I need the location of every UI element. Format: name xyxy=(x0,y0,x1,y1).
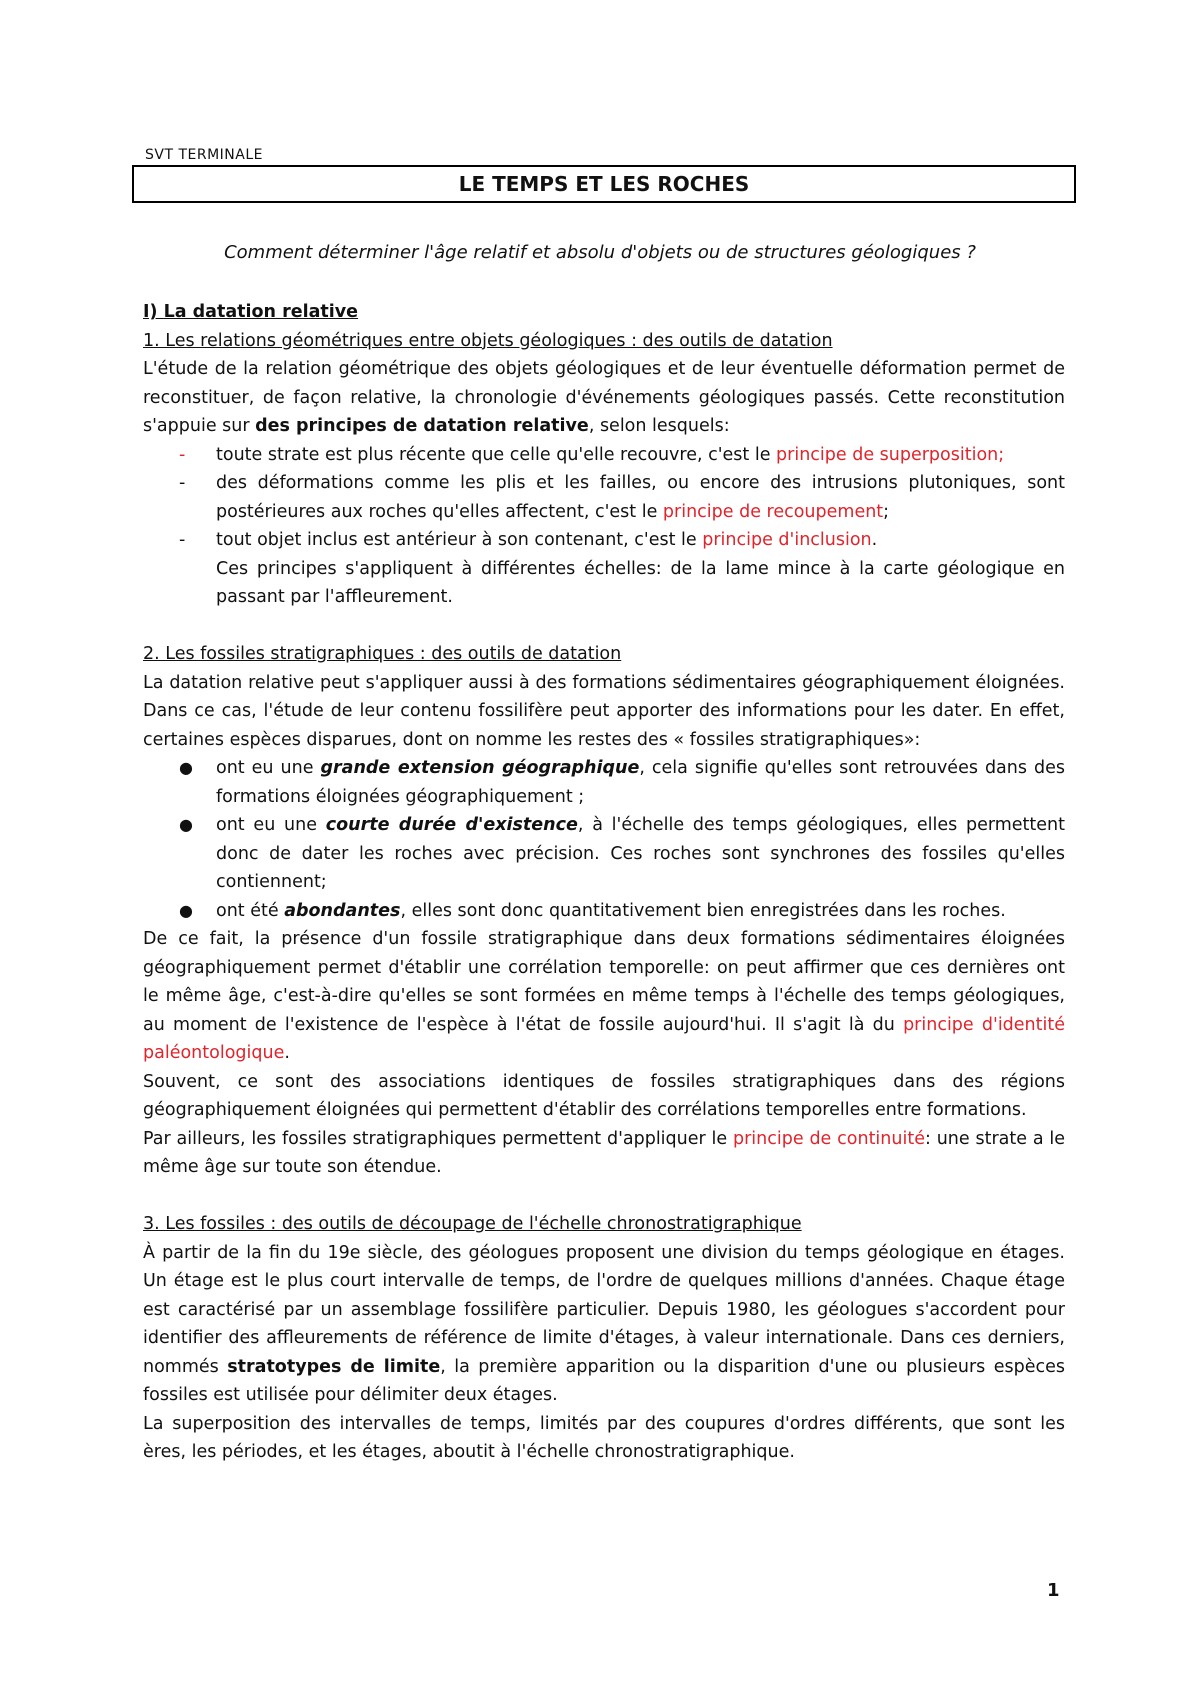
document-title-text: LE TEMPS ET LES ROCHES xyxy=(458,172,750,196)
header-label: SVT TERMINALE xyxy=(145,147,263,163)
continuity-paragraph: Par ailleurs, les fossiles stratigraphiques permettent d'appliquer le principe de continuité: une strate a le même âge sur toute son étendue. xyxy=(143,1128,1066,1177)
chronostratigraphy-paragraph: La superposition des intervalles de temps, limités par des coupures d'ordres différents, que sont les ères, les périodes, et les étages, aboutit à l'échelle chronostratigraphique. xyxy=(143,1413,1065,1462)
page-number: 1 xyxy=(1047,1580,1060,1601)
fossil-criteria-list xyxy=(143,754,1065,925)
associations-paragraph: Souvent, ce sont des associations identiques de fossiles stratigraphiques dans des régions géographiquement éloignées qui permettent d'établir des corrélations temporelles entre formations. xyxy=(143,1071,1065,1120)
subsection-2-paragraph: La datation relative peut s'appliquer aussi à des formations sédimentaires géographiquement éloignées. Dans ce cas, l'étude de leur contenu fossilifère peut apporter des informations pour les dater. En effet, certaines espèces disparues, dont on nomme les restes des « fossiles stratigraphiques»: xyxy=(143,672,1065,750)
list-item: - tout objet inclus est antérieur à son contenant, c'est le principe d'inclusion. xyxy=(143,526,1065,555)
document-body xyxy=(143,298,1065,1467)
document-title xyxy=(132,165,1076,203)
bullet-marker: ● xyxy=(179,900,193,920)
principles-list xyxy=(143,441,1065,555)
section-1-heading: I) La datation relative xyxy=(143,302,359,322)
bullet-marker: ● xyxy=(179,815,193,834)
list-item: ● ont eu une courte durée d'existence, à l'échelle des temps géologiques, elles permettent donc de dater les roches avec précision. Ces roches sont synchrones des fossiles qu'elles contiennent; xyxy=(143,811,1065,897)
subsection-3-heading: 3. Les fossiles : des outils de découpage de l'échelle chronostratigraphique xyxy=(143,1214,802,1234)
subsection-1-heading: 1. Les relations géométriques entre objets géologiques : des outils de datation xyxy=(143,330,833,351)
list-item: - toute strate est plus récente que celle qu'elle recouvre, c'est le principe de superposition; xyxy=(143,441,1065,470)
stages-paragraph: À partir de la fin du 19e siècle, des géologues proposent une division du temps géologique en étages. Un étage est le plus court intervalle de temps, de l'ordre de quelques millions d'années. Chaque étage est caractérisé par un assemblage fossilifère particulier. Depuis 1980, les géologues s'accordent pour identifier des affleurements de référence de limite d'étages, à valeur internationale. Dans ces derniers, nommés stratotypes de limite, la première apparition ou la disparition d'une ou plusieurs espèces fossiles est utilisée pour délimiter deux étages. xyxy=(143,1242,1065,1405)
list-item: ● ont été abondantes, elles sont donc quantitativement bien enregistrées dans les roches. xyxy=(143,897,1065,926)
list-item: ● ont eu une grande extension géographique, cela signifie qu'elles sont retrouvées dans des formations éloignées géographiquement ; xyxy=(143,754,1065,811)
dash-marker: - xyxy=(179,444,186,465)
correlation-paragraph: De ce fait, la présence d'un fossile stratigraphique dans deux formations sédimentaires éloignées géographiquement permet d'établir une corrélation temporelle: on peut affirmer que ces dernières ont le même âge, c'est-à-dire qu'elles se sont formées en même temps à l'échelle des temps géologiques, au moment de l'existence de l'espèce à l'état de fossile aujourd'hui. Il s'agit là du principe d'identité paléontologique. xyxy=(143,929,1065,1063)
dash-marker: - xyxy=(179,473,186,493)
list-item: - des déformations comme les plis et les failles, ou encore des intrusions plutoniques, sont postérieures aux roches qu'elles affectent, c'est le principe de recoupement; xyxy=(143,469,1065,526)
guiding-question: Comment déterminer l'âge relatif et absolu d'objets ou de structures géologiques ? xyxy=(224,242,976,263)
bullet-marker: ● xyxy=(179,758,193,777)
principles-note: Ces principes s'appliquent à différentes échelles: de la lame mince à la carte géologique en passant par l'affleurement. xyxy=(216,558,1065,607)
subsection-2-heading: 2. Les fossiles stratigraphiques : des outils de datation xyxy=(143,644,622,664)
subsection-1-paragraph: L'étude de la relation géométrique des objets géologiques et de leur éventuelle déformation permet de reconstituer, de façon relative, la chronologie d'événements géologiques passés. Cette reconstitution s'appuie sur des principes de datation relative, selon lesquels: xyxy=(143,359,1065,436)
dash-marker: - xyxy=(179,530,186,550)
